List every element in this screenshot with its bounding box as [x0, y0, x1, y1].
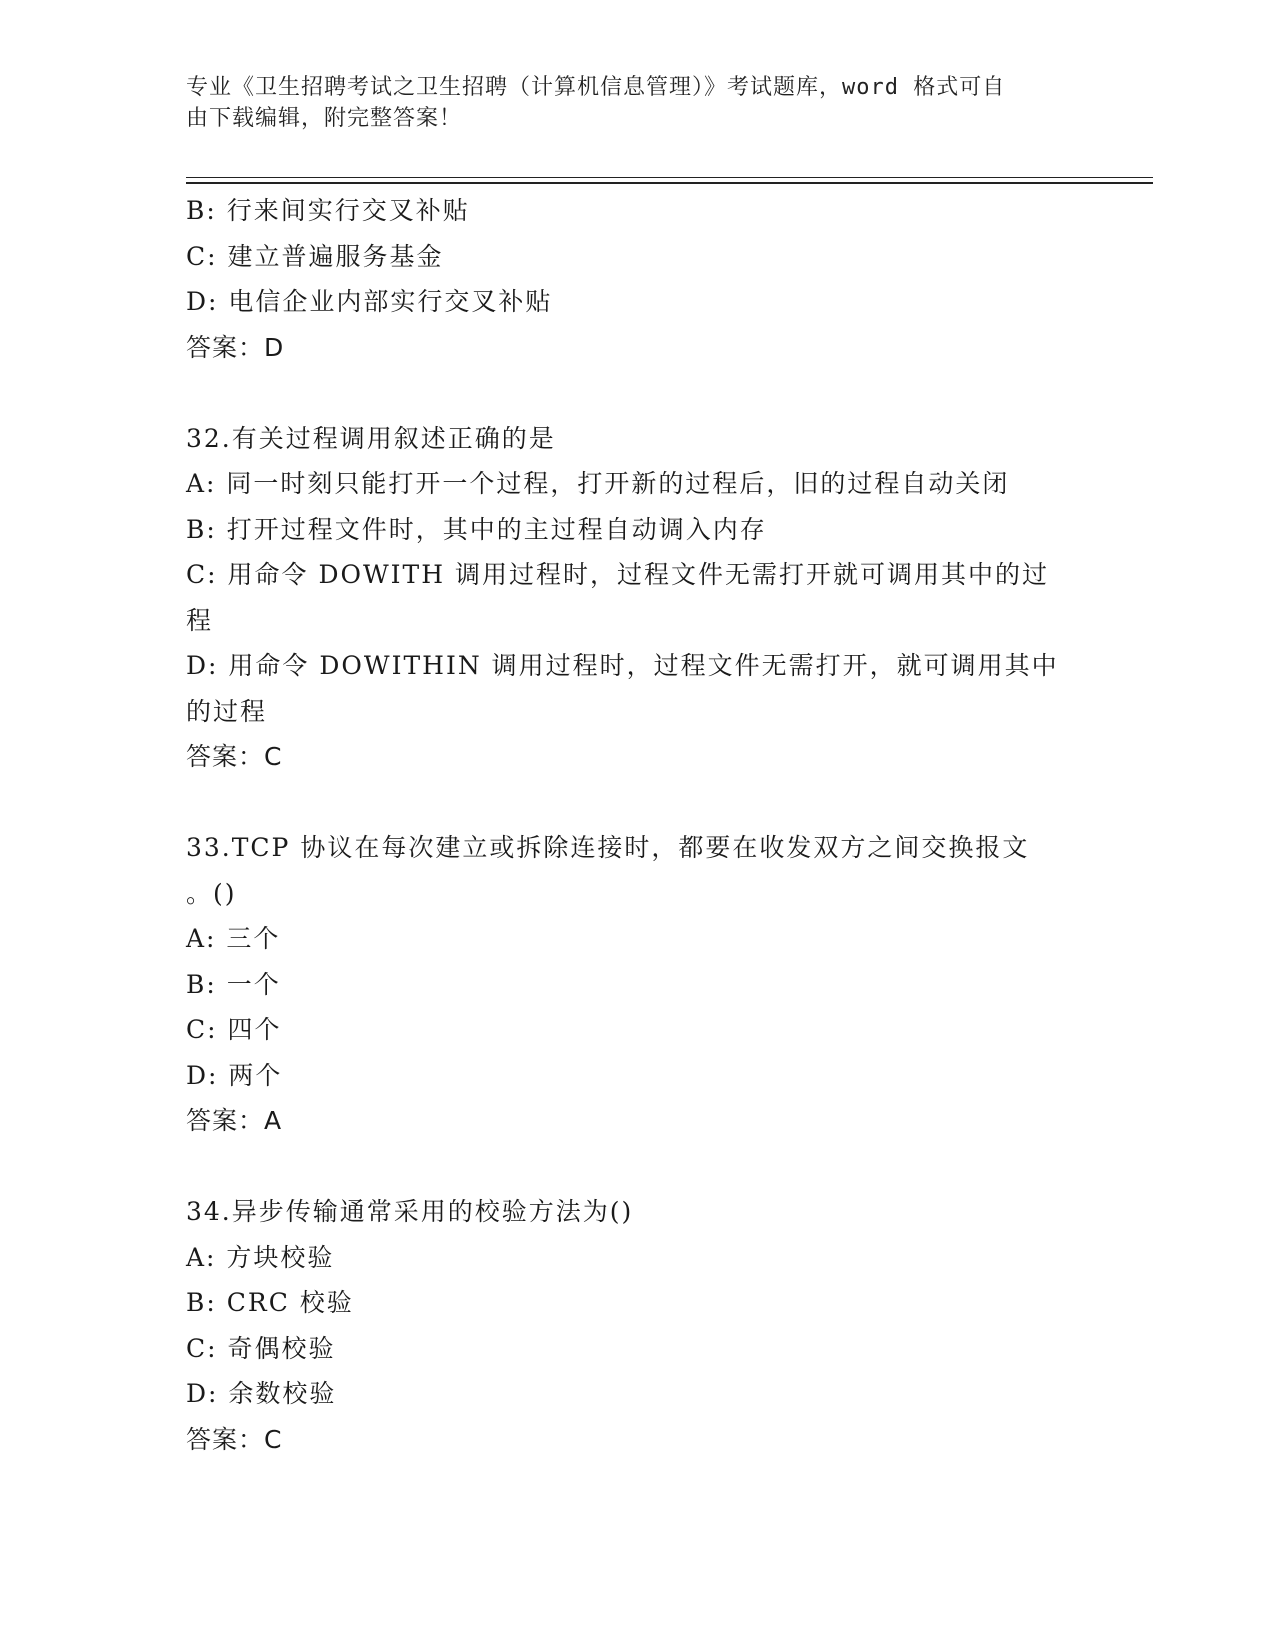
question-stem: 32.有关过程调用叙述正确的是 [186, 423, 556, 453]
option-b: B: 一个 [186, 969, 281, 999]
answer: 答案：C [186, 742, 283, 771]
option-c: C: 奇偶校验 [186, 1333, 336, 1363]
option-a: A: 三个 [186, 924, 281, 953]
document-header [186, 72, 1066, 134]
question-stem-line-1: 33.TCP 协议在每次建立或拆除连接时，都要在收发双方之间交换报文 [186, 833, 1030, 862]
option-a: A: 同一时刻只能打开一个过程，打开新的过程后，旧的过程自动关闭 [186, 469, 1010, 498]
question-34 [186, 1189, 1066, 1462]
option-b: B: 打开过程文件时，其中的主过程自动调入内存 [186, 514, 767, 544]
answer: 答案：A [186, 1106, 283, 1135]
option-a: A: 方块校验 [186, 1242, 335, 1272]
question-list [186, 188, 1066, 1462]
option-c: C: 建立普遍服务基金 [186, 241, 444, 271]
option-b: B: 行来间实行交叉补贴 [186, 196, 470, 225]
header-divider-thick [186, 182, 1153, 184]
question-32 [186, 416, 1066, 780]
question-33 [186, 825, 1066, 1144]
question-stem-line-2: 。() [186, 878, 237, 908]
option-c: C: 四个 [186, 1015, 282, 1044]
answer: 答案：C [186, 1424, 283, 1454]
spacer [186, 780, 1066, 826]
question-31 [186, 188, 1066, 370]
header-divider-thin [186, 177, 1153, 178]
option-c-line-1: C: 用命令 DOWITH 调用过程时，过程文件无需打开就可调用其中的过 [186, 560, 1049, 589]
option-d: D: 余数校验 [186, 1379, 337, 1408]
answer: 答案：D [186, 332, 285, 362]
header-line-1: 专业《卫生招聘考试之卫生招聘（计算机信息管理）》考试题库，word 格式可自 [186, 75, 1006, 100]
spacer [186, 1144, 1066, 1190]
option-d-line-1: D: 用命令 DOWITHIN 调用过程时，过程文件无需打开，就可调用其中 [186, 651, 1059, 680]
header-line-2: 由下载编辑，附完整答案！ [186, 106, 463, 131]
question-stem: 34.异步传输通常采用的校验方法为() [186, 1197, 634, 1226]
option-d-line-2: 的过程 [186, 696, 268, 726]
option-d: D: 电信企业内部实行交叉补贴 [186, 287, 553, 316]
option-d: D: 两个 [186, 1060, 283, 1090]
spacer [186, 370, 1066, 416]
option-b: B: CRC 校验 [186, 1288, 354, 1317]
option-c-line-2: 程 [186, 605, 214, 635]
